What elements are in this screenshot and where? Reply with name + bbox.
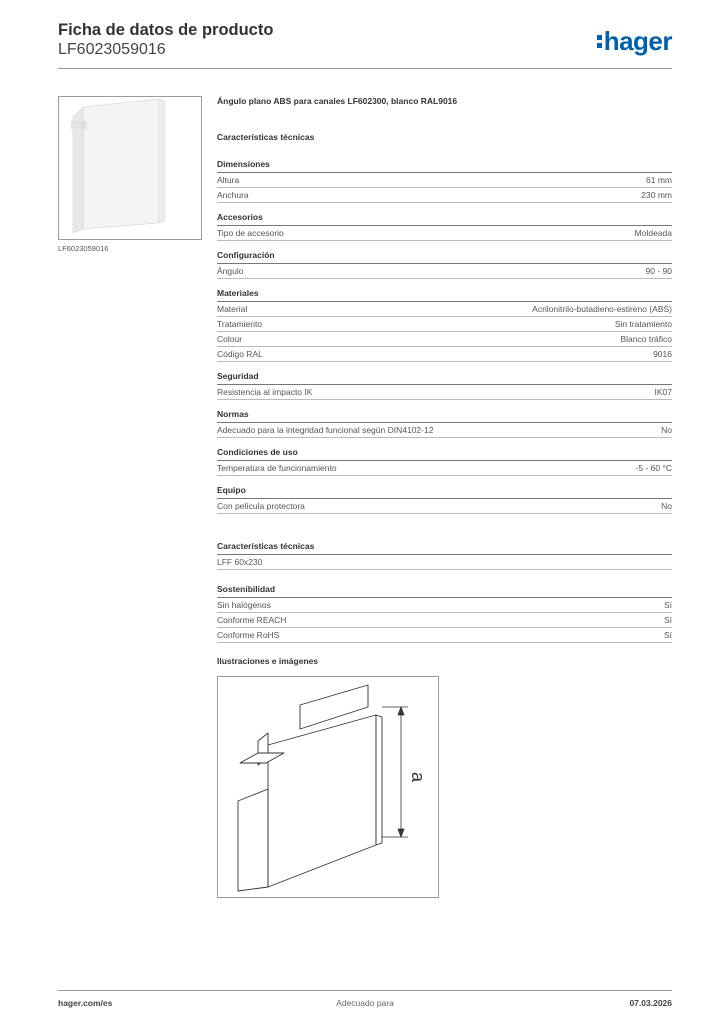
section-accesorios: Accesorios [217, 212, 672, 226]
spec-value: Sin tratamiento [614, 319, 672, 329]
section-normas: Normas [217, 409, 672, 423]
footer-date: 07.03.2026 [629, 998, 672, 1008]
section-dimensiones: Dimensiones [217, 159, 672, 173]
page-header [58, 20, 672, 68]
specs-content [217, 96, 672, 643]
section-seguridad: Seguridad [217, 371, 672, 385]
header-divider [58, 68, 672, 69]
spec-label: Temperatura de funcionamiento [217, 463, 337, 473]
spec-row [217, 264, 672, 279]
spec-value: 61 mm [646, 175, 672, 185]
spec-label: Resistencia al impacto IK [217, 387, 313, 397]
spec-row [217, 423, 672, 438]
section-spacer [217, 514, 672, 532]
specs-heading: Características técnicas [217, 132, 315, 142]
hager-logo [597, 26, 672, 57]
spec-value: IK07 [654, 387, 672, 397]
spec-label: Ángulo [217, 266, 244, 276]
spec-label: Material [217, 304, 248, 314]
illustrations-title: Ilustraciones e imágenes [217, 656, 319, 666]
spec-row [217, 188, 672, 203]
spec-value: Sí [663, 630, 672, 640]
spec-row [217, 317, 672, 332]
logo-text: hager [603, 26, 672, 56]
spec-row [217, 499, 672, 514]
spec-label: Tipo de accesorio [217, 228, 284, 238]
spec-value: Sí [663, 600, 672, 610]
technical-drawing-icon [218, 677, 438, 897]
section-materiales: Materiales [217, 288, 672, 302]
spec-value: No [661, 501, 672, 511]
spec-label: Conforme RoHS [217, 630, 280, 640]
spec-row [217, 385, 672, 400]
logo-colon-icon [597, 35, 602, 40]
spec-label: Con película protectora [217, 501, 305, 511]
section-condiciones-de-uso: Condiciones de uso [217, 447, 672, 461]
spec-value: Acrilonitrilo-butadieno-estireno (ABS) [532, 304, 672, 314]
spec-row [217, 173, 672, 188]
spec-value: 9016 [653, 349, 672, 359]
spec-value: Blanco tráfico [620, 334, 672, 344]
spec-label: Conforme REACH [217, 615, 287, 625]
spec-row [217, 347, 672, 362]
spec-label: Altura [217, 175, 240, 185]
spec-row [217, 555, 672, 570]
spec-label: Colour [217, 334, 243, 344]
document-title: Ficha de datos de producto [58, 21, 274, 39]
spec-value: Moldeada [634, 228, 672, 238]
spec-value: -5 - 60 °C [635, 463, 672, 473]
spec-value: 90 - 90 [645, 266, 672, 276]
footer-center-text: Adecuado para [336, 998, 394, 1008]
spec-label: Adecuado para la integridad funcional según DIN4102-12 [217, 425, 434, 435]
spec-label: Sin halógenos [217, 600, 271, 610]
product-render-icon [59, 97, 201, 239]
product-code: LF6023059016 [58, 41, 166, 58]
section-configuracion: Configuración [217, 250, 672, 264]
spec-row [217, 302, 672, 317]
product-image-caption: LF6023059016 [58, 244, 109, 253]
spec-row [217, 628, 672, 643]
spec-row [217, 598, 672, 613]
spec-row [217, 461, 672, 476]
spec-row [217, 613, 672, 628]
footer-divider [58, 990, 672, 991]
product-description: Ángulo plano ABS para canales LF602300, blanco RAL9016 [217, 96, 458, 106]
spec-row [217, 332, 672, 347]
spec-label: LFF 60x230 [217, 557, 263, 567]
spec-label: Anchura [217, 190, 249, 200]
section-sostenibilidad: Sostenibilidad [217, 584, 672, 598]
product-image [58, 96, 202, 240]
spec-value: Sí [663, 615, 672, 625]
technical-drawing [217, 676, 439, 898]
spec-label: Código RAL [217, 349, 263, 359]
spec-row [217, 226, 672, 241]
section-caracteristicas-tecnicas-2: Características técnicas [217, 541, 672, 555]
dimension-label: a [408, 772, 428, 783]
spec-value: 230 mm [641, 190, 672, 200]
spec-value: No [661, 425, 672, 435]
section-equipo: Equipo [217, 485, 672, 499]
footer-website-link[interactable]: hager.com/es [58, 998, 113, 1008]
spec-label: Tratamiento [217, 319, 263, 329]
